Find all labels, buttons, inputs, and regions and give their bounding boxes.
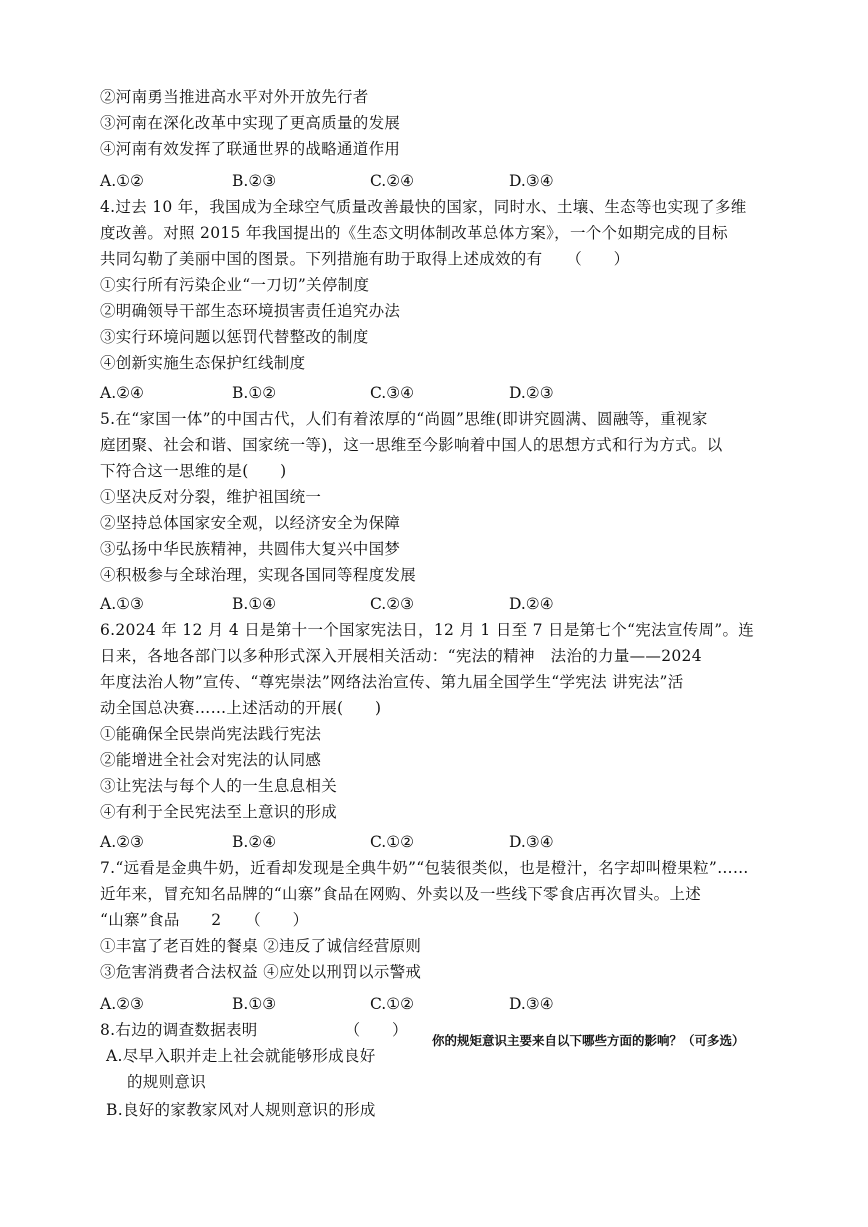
- q4-item-4: ④创新实施生态保护红线制度: [100, 354, 306, 372]
- q8-stem: 8.右边的调查数据表明 （ ）: [100, 1021, 408, 1039]
- q6-stem-line-3: 年度法治人物”宣传、“尊宪崇法”网络法治宣传、第九届全国学生“学宪法 讲宪法”活: [100, 673, 684, 691]
- q8-option-a: A.尽早入职并走上社会就能够形成良好: [106, 1047, 376, 1065]
- q6-item-4: ④有利于全民宪法至上意识的形成: [100, 803, 338, 821]
- q6-choice-d: D.③④: [509, 833, 554, 851]
- q5-item-2: ②坚持总体国家安全观，以经济安全为保障: [100, 514, 401, 532]
- q4-item-3: ③实行环境问题以惩罚代替整改的制度: [100, 328, 369, 346]
- q7-stem-line-2: 近年来，冒充知名品牌的“山寨”食品在网购、外卖以及一些线下零食店再次冒头。上述: [100, 885, 702, 903]
- q4-choice-c: C.③④: [370, 384, 415, 402]
- q5-choice-a: A.①③: [100, 595, 144, 613]
- q3-choice-d: D.③④: [509, 172, 554, 190]
- q6-choice-c: C.①②: [370, 833, 415, 851]
- q4-choice-d: D.②③: [509, 384, 554, 402]
- q7-stem-line-1: 7.“远看是金典牛奶，近看却发现是全典牛奶”“包装很类似，也是橙汁，名字却叫橙果粒”……: [100, 859, 749, 877]
- q6-item-1: ①能确保全民崇尚宪法践行宪法: [100, 725, 322, 743]
- q4-stem-line-1: 4.过去 10 年，我国成为全球空气质量改善最快的国家，同时水、土壤、生态等也实现了多维: [100, 198, 747, 216]
- survey-title: 你的规矩意识主要来自以下哪些方面的影响？（可多选）: [432, 1033, 745, 1048]
- q3-item-4: ④河南有效发挥了联通世界的战略通道作用: [100, 140, 401, 158]
- q6-stem-line-2: 日来，各地各部门以多种形式深入开展相关活动：“宪法的精神 法治的力量——2024: [100, 647, 702, 665]
- q8-option-b: B.良好的家教家风对人规则意识的形成: [106, 1101, 376, 1119]
- q7-item-1-2: ①丰富了老百姓的餐桌 ②违反了诚信经营原则: [100, 937, 422, 955]
- q5-choice-d: D.②④: [509, 595, 554, 613]
- q5-item-3: ③弘扬中华民族精神，共圆伟大复兴中国梦: [100, 540, 401, 558]
- q6-stem-line-1: 6.2024 年 12 月 4 日是第十一个国家宪法日，12 月 1 日至 7 日是第七个“宪法宣传周”。连: [100, 621, 755, 639]
- q3-item-3: ③河南在深化改革中实现了更高质量的发展: [100, 114, 401, 132]
- q4-item-1: ①实行所有污染企业“一刀切”关停制度: [100, 276, 370, 294]
- q5-stem-line-1: 5.在“家国一体”的中国古代，人们有着浓厚的“尚圆”思维(即讲究圆满、圆融等，重视家: [100, 410, 708, 428]
- q5-item-1: ①坚决反对分裂，维护祖国统一: [100, 488, 322, 506]
- q5-stem-line-3: 下符合这一思维的是( ): [100, 462, 287, 480]
- q3-choice-a: A.①②: [100, 172, 144, 190]
- q7-choice-b: B.①③: [232, 995, 277, 1013]
- q5-choice-b: B.①④: [232, 595, 277, 613]
- q6-item-3: ③让宪法与每个人的一生息息相关: [100, 777, 338, 795]
- q4-stem-line-3: 共同勾勒了美丽中国的图景。下列措施有助于取得上述成效的有 （ ）: [100, 250, 630, 268]
- q4-stem-line-2: 度改善。对照 2015 年我国提出的《生态文明体制改革总体方案》，一个个如期完成的目标: [100, 224, 728, 242]
- q6-item-2: ②能增进全社会对宪法的认同感: [100, 751, 322, 769]
- q5-choice-c: C.②③: [370, 595, 415, 613]
- q4-choice-a: A.②④: [100, 384, 144, 402]
- q3-choice-b: B.②③: [232, 172, 277, 190]
- q5-stem-line-2: 庭团聚、社会和谐、国家统一等)，这一思维至今影响着中国人的思想方式和行为方式。以: [100, 436, 723, 454]
- q5-item-4: ④积极参与全球治理，实现各国同等程度发展: [100, 566, 417, 584]
- q6-choice-b: B.②④: [232, 833, 277, 851]
- q3-choice-c: C.②④: [370, 172, 415, 190]
- q7-choice-c: C.①②: [370, 995, 415, 1013]
- q7-choice-a: A.②③: [100, 995, 144, 1013]
- q8-option-a-cont: 的规则意识: [127, 1073, 207, 1091]
- q7-stem-line-3: “山寨”食品 2 （ ）: [100, 911, 309, 929]
- q3-item-2: ②河南勇当推进高水平对外开放先行者: [100, 88, 369, 106]
- q6-choice-a: A.②③: [100, 833, 144, 851]
- q6-stem-line-4: 动全国总决赛……上述活动的开展( ): [100, 699, 382, 717]
- q7-choice-d: D.③④: [509, 995, 554, 1013]
- q4-item-2: ②明确领导干部生态环境损害责任追究办法: [100, 302, 401, 320]
- q7-item-3-4: ③危害消费者合法权益 ④应处以刑罚以示警戒: [100, 963, 422, 981]
- q4-choice-b: B.①②: [232, 384, 277, 402]
